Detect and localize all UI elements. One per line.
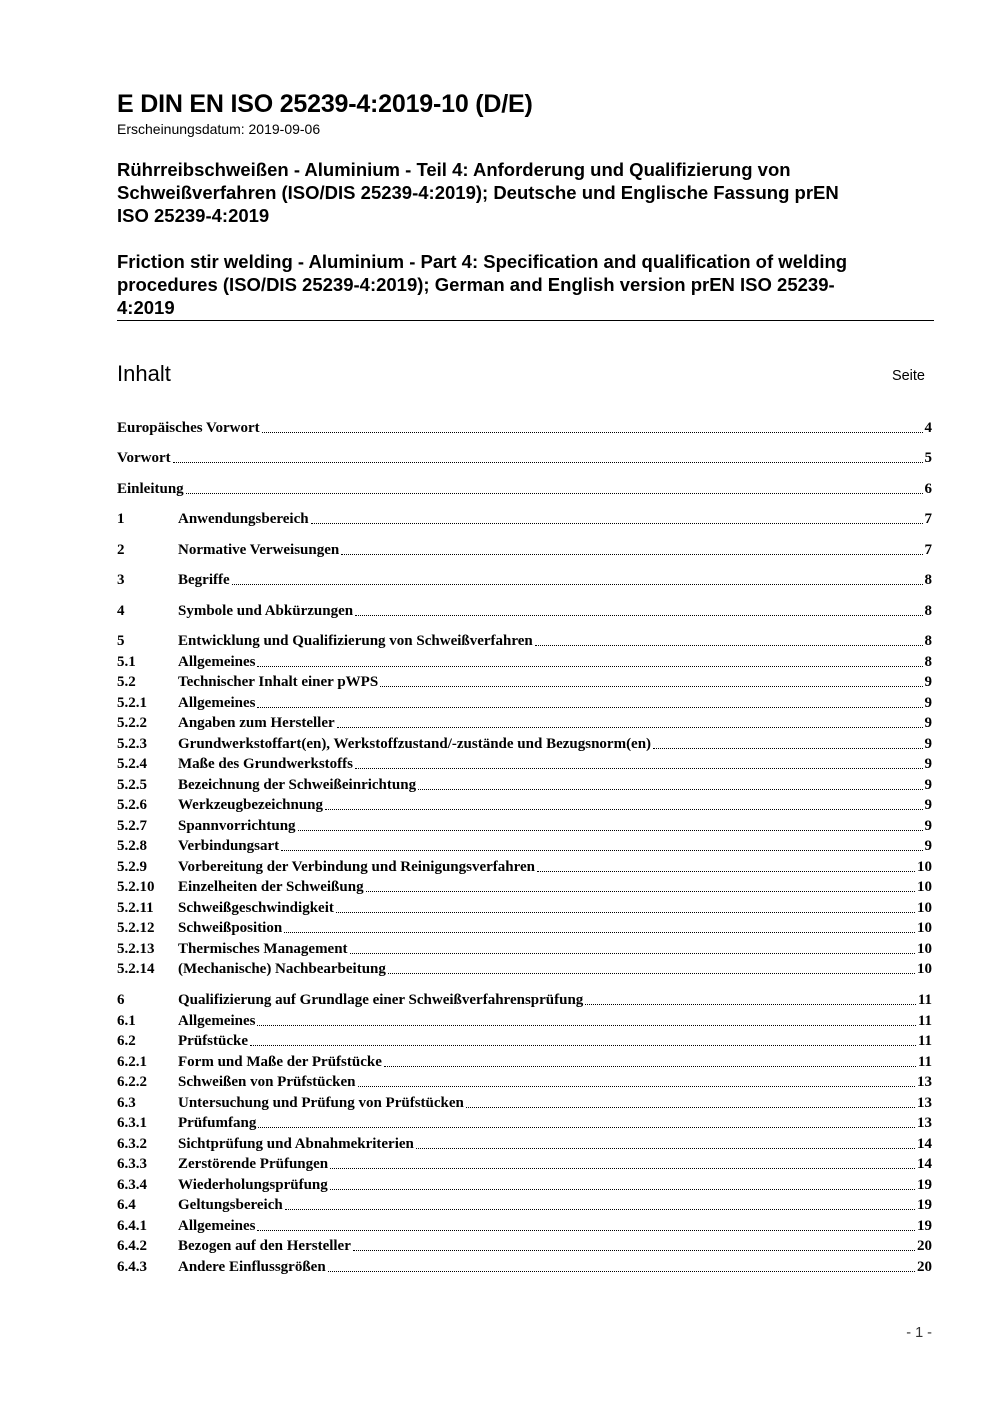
toc-entry-page: 10	[917, 879, 932, 895]
toc-entry-title: Maße des Grundwerkstoffs	[178, 756, 353, 772]
toc-entry-title: Entwicklung und Qualifizierung von Schweißverfahren	[178, 633, 533, 649]
toc-entry-number: 2	[117, 542, 125, 558]
toc-entry-page: 19	[917, 1218, 932, 1234]
toc-dot-leader	[186, 492, 923, 494]
toc-entry-page: 11	[917, 1033, 932, 1049]
toc-entry-page: 9	[924, 777, 932, 793]
toc-entry-page: 13	[917, 1095, 932, 1111]
toc-entry[interactable]	[117, 939, 932, 959]
toc-entry-number: 5	[117, 633, 125, 649]
toc-entry-number: 5.2.7	[117, 818, 147, 834]
toc-entry-page: 8	[924, 603, 932, 619]
toc-entry-number: 6.2.1	[117, 1054, 147, 1070]
toc-dot-leader	[173, 461, 923, 463]
toc-entry-page: 8	[924, 633, 932, 649]
toc-entry-title: Vorbereitung der Verbindung und Reinigungsverfahren	[178, 859, 536, 875]
toc-entry-page: 6	[924, 481, 932, 497]
toc-dot-leader	[262, 431, 923, 433]
toc-dot-leader	[330, 1188, 915, 1190]
publication-date: Erscheinungsdatum: 2019-09-06	[117, 121, 321, 137]
toc-entry[interactable]	[117, 877, 932, 897]
toc-entry-title: Prüfumfang	[178, 1115, 257, 1131]
toc-entry-title: Sichtprüfung und Abnahmekriterien	[178, 1136, 414, 1152]
toc-dot-leader	[257, 665, 922, 667]
toc-entry-title: Untersuchung und Prüfung von Prüfstücken	[178, 1095, 464, 1111]
toc-entry-number: 6.3.4	[117, 1177, 147, 1193]
toc-dot-leader	[257, 1229, 915, 1231]
toc-entry-title: Allgemeines	[178, 1218, 256, 1234]
toc-entry[interactable]	[117, 418, 932, 438]
toc-entry[interactable]	[117, 1113, 932, 1133]
toc-entry-title: Allgemeines	[178, 654, 256, 670]
toc-entry-page: 9	[924, 838, 932, 854]
toc-entry-number: 5.2.9	[117, 859, 147, 875]
toc-dot-leader	[337, 726, 923, 728]
toc-entry-page: 4	[924, 420, 932, 436]
toc-entry-title: Schweißposition	[178, 920, 283, 936]
toc-entry[interactable]	[117, 754, 932, 774]
toc-entry-title: Angaben zum Hersteller	[178, 715, 335, 731]
toc-entry-number: 6.3.2	[117, 1136, 147, 1152]
toc-entry-title: Vorwort	[117, 450, 171, 466]
toc-entry-title: Werkzeugbezeichnung	[178, 797, 323, 813]
toc-entry-page: 9	[924, 715, 932, 731]
toc-dot-leader	[380, 685, 922, 687]
toc-entry-page: 20	[917, 1238, 932, 1254]
toc-entry-number: 6.3	[117, 1095, 136, 1111]
toc-entry[interactable]	[117, 1154, 932, 1174]
toc-entry-title: Symbole und Abkürzungen	[178, 603, 354, 619]
toc-entry[interactable]	[117, 898, 932, 918]
toc-entry[interactable]	[117, 713, 932, 733]
toc-entry[interactable]	[117, 1195, 932, 1215]
toc-entry[interactable]	[117, 1072, 932, 1092]
toc-entry-page: 11	[917, 1054, 932, 1070]
page-column-label: Seite	[891, 368, 925, 384]
toc-entry-title: Bezogen auf den Hersteller	[178, 1238, 351, 1254]
toc-entry-page: 5	[924, 450, 932, 466]
footer-page-number: - 1 -	[906, 1325, 932, 1341]
german-title-line: ISO 25239-4:2019	[117, 205, 270, 226]
toc-dot-leader	[330, 1167, 915, 1169]
toc-dot-leader	[298, 829, 923, 831]
toc-dot-leader	[281, 849, 922, 851]
toc-entry-number: 5.2	[117, 674, 136, 690]
toc-entry-number: 6.2.2	[117, 1074, 147, 1090]
toc-entry-title: Technischer Inhalt einer pWPS	[178, 674, 379, 690]
toc-dot-leader	[232, 583, 923, 585]
toc-entry-title: Wiederholungsprüfung	[178, 1177, 328, 1193]
toc-entry-page: 13	[917, 1115, 932, 1131]
toc-entry-title: Begriffe	[178, 572, 230, 588]
toc-dot-leader	[353, 1249, 915, 1251]
toc-entry[interactable]	[117, 775, 932, 795]
toc-entry-page: 7	[924, 542, 932, 558]
toc-entry-page: 7	[924, 511, 932, 527]
toc-entry-number: 5.2.10	[117, 879, 155, 895]
toc-entry[interactable]	[117, 631, 932, 651]
toc-entry[interactable]	[117, 448, 932, 468]
toc-entry-title: Thermisches Management	[178, 941, 348, 957]
toc-dot-leader	[336, 911, 915, 913]
toc-dot-leader	[341, 553, 922, 555]
toc-entry[interactable]	[117, 652, 932, 672]
toc-entry-page: 8	[924, 572, 932, 588]
toc-entry-page: 9	[924, 695, 932, 711]
toc-entry-title: Form und Maße der Prüfstücke	[178, 1054, 382, 1070]
toc-dot-leader	[328, 1270, 915, 1272]
german-title-line: Rührreibschweißen - Aluminium - Teil 4: Anforderung und Qualifizierung von	[117, 159, 791, 180]
toc-entry[interactable]	[117, 1011, 932, 1031]
toc-dot-leader	[285, 1208, 915, 1210]
toc-entry[interactable]	[117, 540, 932, 560]
toc-entry-page: 14	[917, 1156, 932, 1172]
title-divider	[117, 320, 934, 321]
toc-dot-leader	[653, 747, 922, 749]
toc-entry-title: Grundwerkstoffart(en), Werkstoffzustand/-zustände und Bezugsnorm(en)	[178, 736, 652, 752]
toc-dot-leader	[366, 890, 915, 892]
toc-entry-number: 5.2.11	[117, 900, 154, 916]
toc-entry-number: 5.2.1	[117, 695, 147, 711]
toc-entry[interactable]	[117, 1134, 932, 1154]
toc-entry-page: 11	[917, 1013, 932, 1029]
toc-entry-number: 6.4.2	[117, 1238, 147, 1254]
toc-entry[interactable]	[117, 1093, 932, 1113]
toc-entry-number: 5.2.14	[117, 961, 155, 977]
toc-entry-number: 6.4	[117, 1197, 136, 1213]
toc-dot-leader	[355, 614, 922, 616]
toc-entry[interactable]	[117, 857, 932, 877]
toc-entry-title: Europäisches Vorwort	[117, 420, 260, 436]
toc-entry-number: 6.2	[117, 1033, 136, 1049]
toc-dot-leader	[350, 952, 915, 954]
toc-entry[interactable]	[117, 918, 932, 938]
german-title	[117, 158, 932, 227]
toc-dot-leader	[466, 1106, 915, 1108]
toc-entry[interactable]	[117, 816, 932, 836]
toc-entry[interactable]	[117, 601, 932, 621]
toc-entry-title: Einleitung	[117, 481, 184, 497]
toc-dot-leader	[258, 1126, 915, 1128]
toc-entry-number: 5.2.8	[117, 838, 147, 854]
toc-dot-leader	[585, 1003, 916, 1005]
toc-entry-page: 9	[924, 797, 932, 813]
german-title-line: Schweißverfahren (ISO/DIS 25239-4:2019); Deutsche und Englische Fassung prEN	[117, 182, 839, 203]
toc-entry-page: 8	[924, 654, 932, 670]
toc-entry-number: 6.4.3	[117, 1259, 147, 1275]
toc-entry[interactable]	[117, 1175, 932, 1195]
toc-entry-title: Andere Einflussgrößen	[178, 1259, 326, 1275]
toc-entry-number: 5.2.3	[117, 736, 147, 752]
toc-entry-number: 5.2.5	[117, 777, 147, 793]
toc-entry-page: 20	[917, 1259, 932, 1275]
toc-entry-page: 10	[917, 941, 932, 957]
toc-entry[interactable]	[117, 959, 932, 979]
toc-entry-title: Anwendungsbereich	[178, 511, 309, 527]
toc-entry-page: 19	[917, 1197, 932, 1213]
toc-entry[interactable]	[117, 509, 932, 529]
toc-entry[interactable]	[117, 693, 932, 713]
toc-entry[interactable]	[117, 836, 932, 856]
toc-dot-leader	[355, 767, 923, 769]
toc-entry-number: 6.1	[117, 1013, 136, 1029]
toc-entry-number: 6.3.3	[117, 1156, 147, 1172]
toc-entry-title: Schweißen von Prüfstücken	[178, 1074, 356, 1090]
toc-entry-page: 19	[917, 1177, 932, 1193]
toc-entry[interactable]	[117, 734, 932, 754]
toc-entry-title: Allgemeines	[178, 1013, 256, 1029]
toc-entry-number: 4	[117, 603, 125, 619]
toc-dot-leader	[535, 644, 923, 646]
toc-dot-leader	[384, 1065, 916, 1067]
toc-dot-leader	[325, 808, 923, 810]
toc-entry-number: 5.1	[117, 654, 136, 670]
toc-entry-title: Qualifizierung auf Grundlage einer Schweißverfahrensprüfung	[178, 992, 584, 1008]
toc-entry-title: Schweißgeschwindigkeit	[178, 900, 334, 916]
toc-entry-title: Zerstörende Prüfungen	[178, 1156, 329, 1172]
toc-entry-page: 10	[917, 859, 932, 875]
toc-entry-title: Bezeichnung der Schweißeinrichtung	[178, 777, 417, 793]
toc-entry[interactable]	[117, 1031, 932, 1051]
toc-entry-number: 5.2.6	[117, 797, 147, 813]
toc-entry[interactable]	[117, 990, 932, 1010]
toc-entry-number: 3	[117, 572, 125, 588]
toc-entry[interactable]	[117, 479, 932, 499]
toc-entry[interactable]	[117, 1236, 932, 1256]
toc-entry-title: Normative Verweisungen	[178, 542, 340, 558]
toc-entry[interactable]	[117, 672, 932, 692]
toc-entry-title: Allgemeines	[178, 695, 256, 711]
toc-entry-title: Spannvorrichtung	[178, 818, 296, 834]
english-title-line: procedures (ISO/DIS 25239-4:2019); German and English version prEN ISO 25239-	[117, 274, 835, 295]
toc-entry-number: 5.2.4	[117, 756, 147, 772]
contents-heading: Inhalt	[117, 361, 171, 386]
toc-dot-leader	[250, 1044, 916, 1046]
document-title: E DIN EN ISO 25239-4:2019-10 (D/E)	[117, 90, 533, 118]
toc-entry[interactable]	[117, 1216, 932, 1236]
toc-dot-leader	[388, 972, 915, 974]
toc-entry-number: 1	[117, 511, 125, 527]
toc-entry-page: 9	[924, 674, 932, 690]
toc-dot-leader	[284, 931, 915, 933]
toc-dot-leader	[257, 706, 922, 708]
toc-entry-number: 5.2.13	[117, 941, 155, 957]
toc-entry-page: 9	[924, 736, 932, 752]
toc-dot-leader	[311, 522, 923, 524]
toc-entry[interactable]	[117, 795, 932, 815]
toc-entry-page: 10	[917, 920, 932, 936]
toc-entry-page: 13	[917, 1074, 932, 1090]
toc-entry-number: 5.2.12	[117, 920, 155, 936]
toc-entry-title: Geltungsbereich	[178, 1197, 283, 1213]
toc-entry-page: 14	[917, 1136, 932, 1152]
toc-dot-leader	[416, 1147, 915, 1149]
english-title	[117, 250, 932, 319]
toc-entry-page: 9	[924, 756, 932, 772]
toc-entry[interactable]	[117, 1052, 932, 1072]
english-title-line: 4:2019	[117, 297, 175, 318]
toc-entry-title: Verbindungsart	[178, 838, 280, 854]
toc-entry-page: 10	[917, 961, 932, 977]
toc-entry-title: (Mechanische) Nachbearbeitung	[178, 961, 386, 977]
toc-entry-title: Einzelheiten der Schweißung	[178, 879, 364, 895]
toc-dot-leader	[257, 1024, 915, 1026]
toc-entry-page: 10	[917, 900, 932, 916]
toc-entry[interactable]	[117, 570, 932, 590]
toc-dot-leader	[358, 1085, 915, 1087]
toc-entry[interactable]	[117, 1257, 932, 1277]
toc-entry-number: 5.2.2	[117, 715, 147, 731]
toc-dot-leader	[418, 788, 922, 790]
toc-entry-title: Prüfstücke	[178, 1033, 248, 1049]
toc-entry-number: 6.3.1	[117, 1115, 147, 1131]
toc-dot-leader	[537, 870, 915, 872]
toc-entry-page: 11	[917, 992, 932, 1008]
toc-entry-number: 6	[117, 992, 125, 1008]
toc-entry-number: 6.4.1	[117, 1218, 147, 1234]
english-title-line: Friction stir welding - Aluminium - Part 4: Specification and qualification of welding	[117, 251, 848, 272]
toc-entry-page: 9	[924, 818, 932, 834]
